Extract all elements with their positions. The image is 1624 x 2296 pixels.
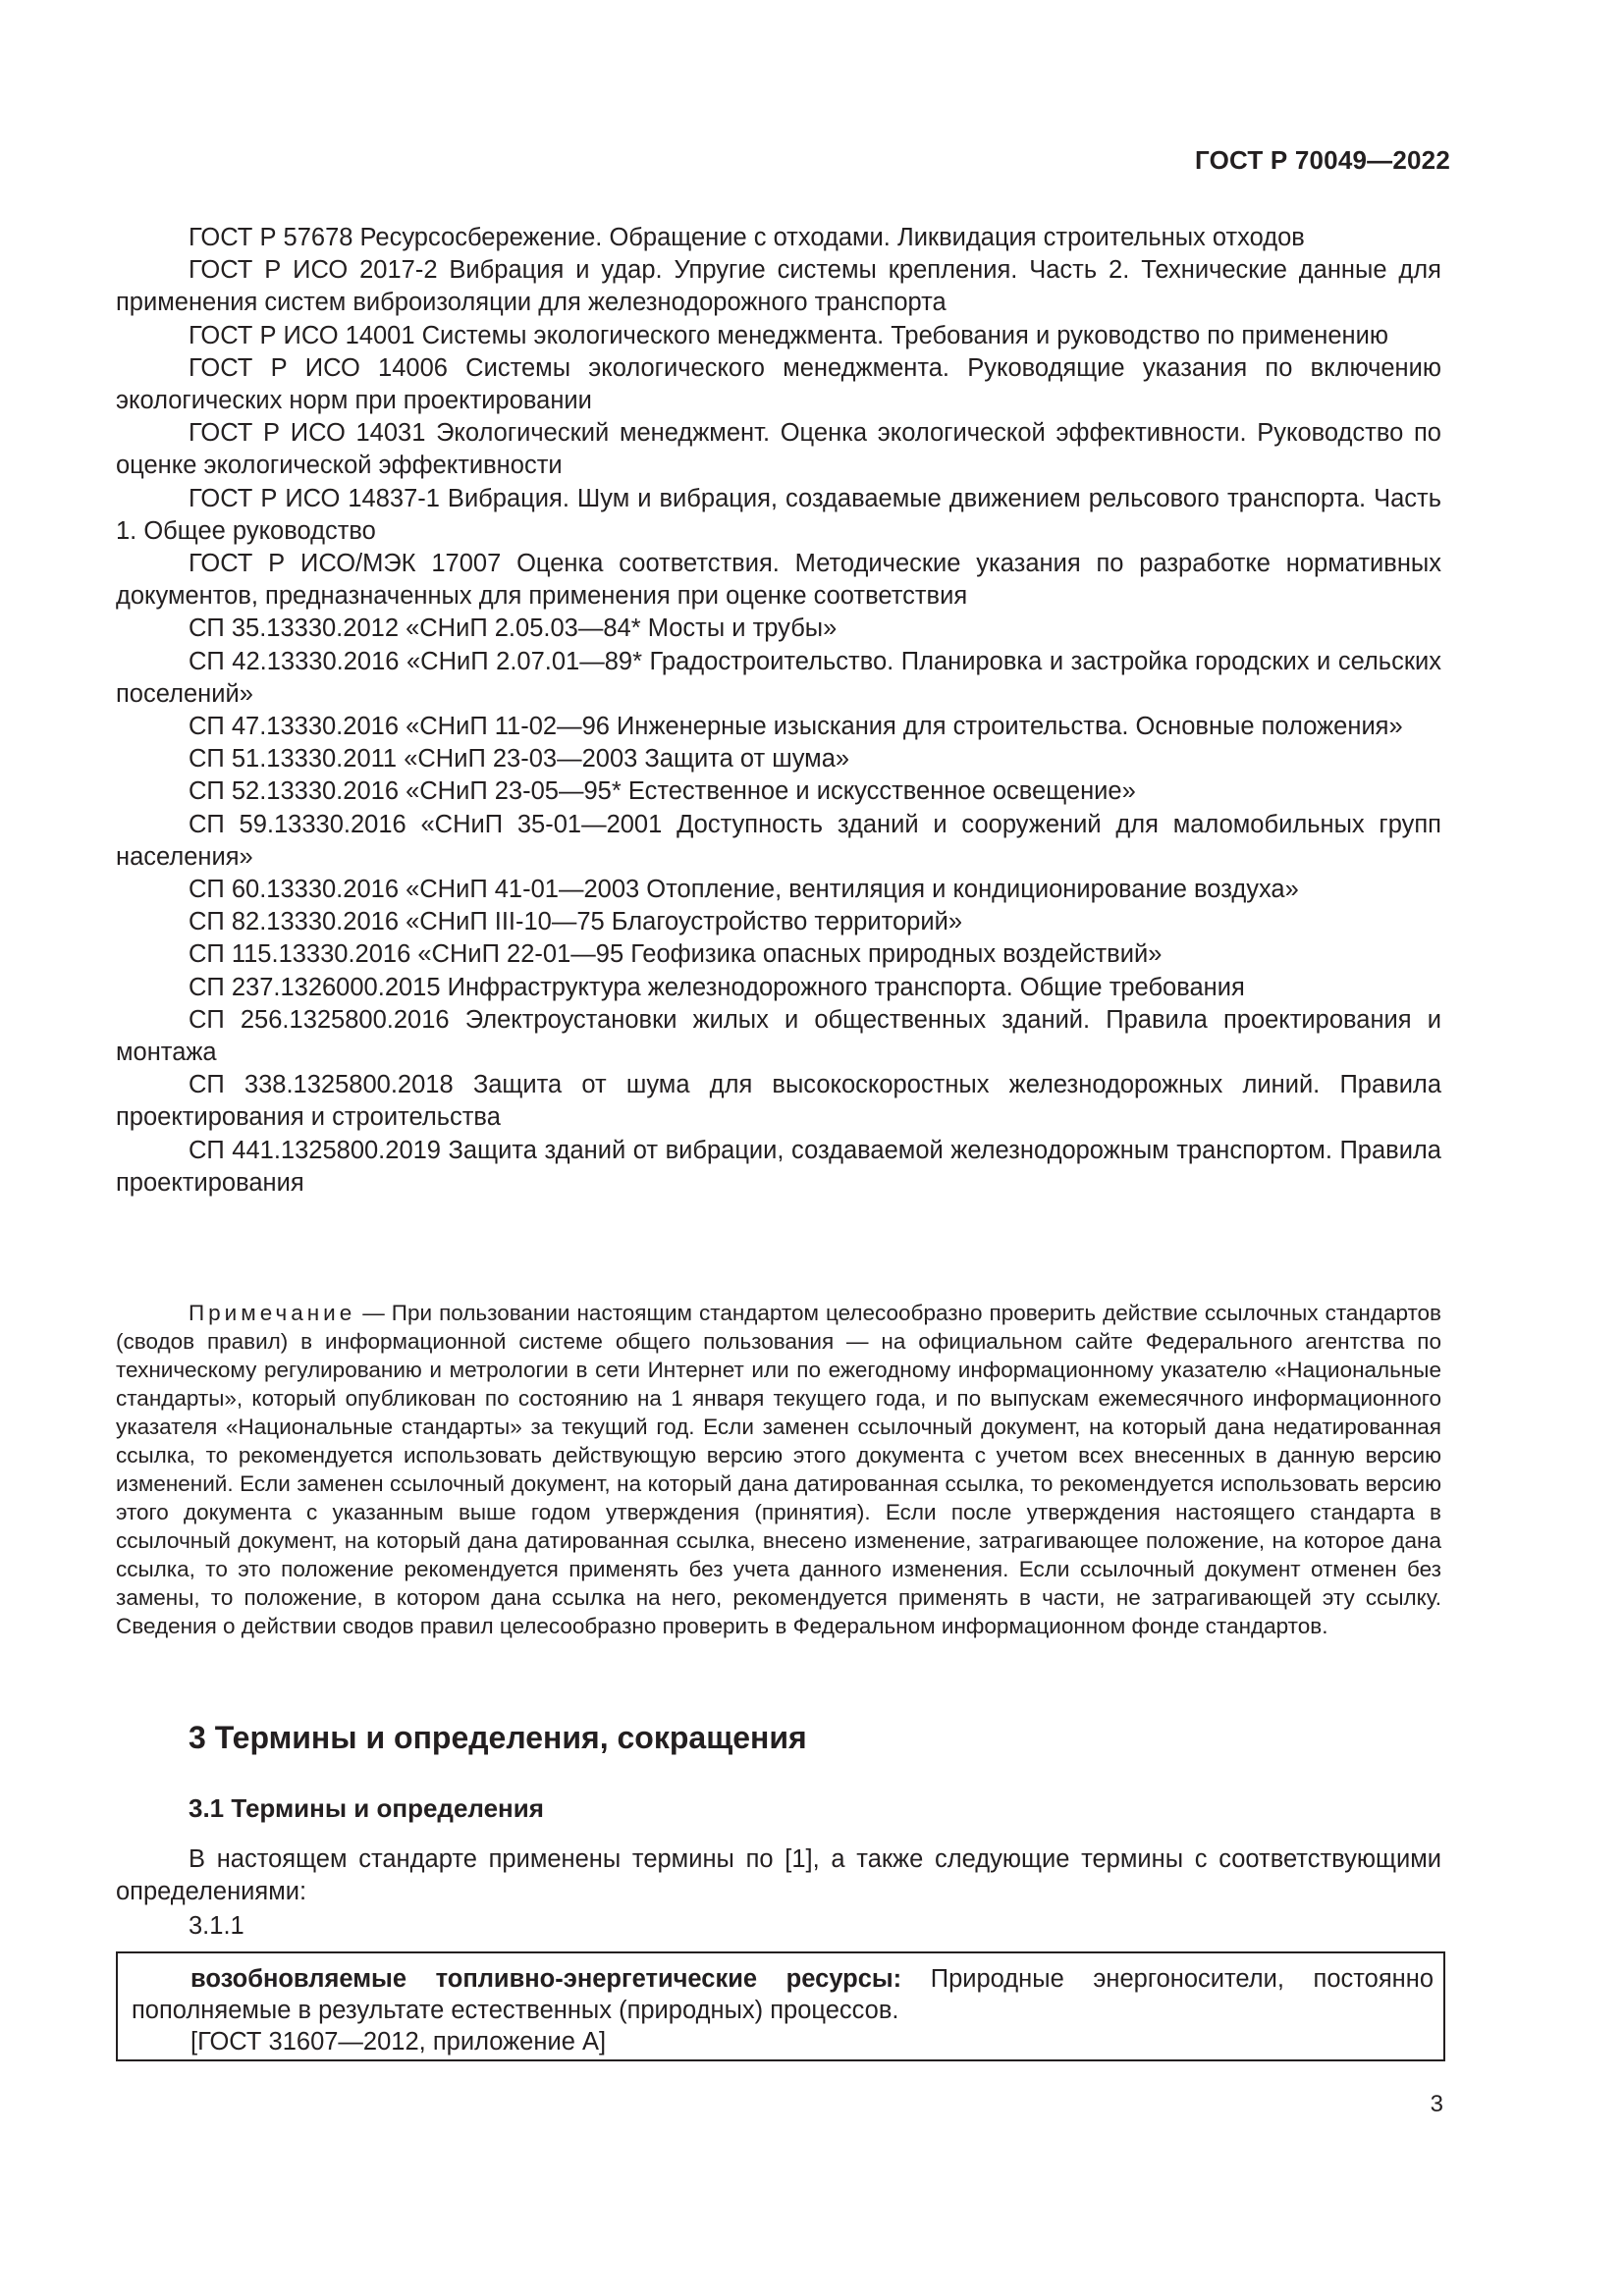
reference-item: СП 42.13330.2016 «СНиП 2.07.01—89* Градостроительство. Планировка и застройка городских и сельских поселений» bbox=[116, 647, 1441, 708]
reference-item: СП 256.1325800.2016 Электроустановки жилых и общественных зданий. Правила проектирования и монтажа bbox=[116, 1005, 1441, 1067]
term-definition-paragraph bbox=[132, 1963, 1434, 2026]
reference-item: СП 52.13330.2016 «СНиП 23-05—95* Естественное и искусственное освещение» bbox=[189, 777, 1136, 806]
note-paragraph bbox=[116, 1299, 1441, 1640]
reference-item: СП 338.1325800.2018 Защита от шума для высокоскоростных железнодорожных линий. Правила проектирования и строительства bbox=[116, 1071, 1441, 1132]
reference-item: СП 237.1326000.2015 Инфраструктура железнодорожного транспорта. Общие требования bbox=[189, 973, 1245, 1001]
reference-item: СП 60.13330.2016 «СНиП 41-01—2003 Отопление, вентиляция и кондиционирование воздуха» bbox=[189, 876, 1299, 904]
document-header: ГОСТ Р 70049—2022 bbox=[1195, 145, 1450, 175]
normative-references-list bbox=[116, 222, 1441, 1200]
reference-item: ГОСТ Р ИСО 14006 Системы экологического менеджмента. Руководящие указания по включению экологических норм при проектировании bbox=[116, 353, 1441, 415]
term-definition-box bbox=[116, 1951, 1445, 2061]
reference-item: СП 115.13330.2016 «СНиП 22-01—95 Геофизика опасных природных воздействий» bbox=[189, 940, 1163, 969]
section-title: 3 Термины и определения, сокращения bbox=[189, 1720, 807, 1755]
reference-item: ГОСТ Р 57678 Ресурсосбережение. Обращение с отходами. Ликвидация строительных отходов bbox=[189, 224, 1305, 251]
reference-item: СП 47.13330.2016 «СНиП 11-02—96 Инженерные изыскания для строительства. Основные положения» bbox=[189, 713, 1403, 741]
reference-item: ГОСТ Р ИСО/МЭК 17007 Оценка соответствия. Методические указания по разработке нормативных документов, предназначенных для применения при оценке соответствия bbox=[116, 550, 1441, 611]
reference-item: ГОСТ Р ИСО 14837-1 Вибрация. Шум и вибрация, создаваемые движением рельсового транспорта. Часть 1. Общее руководство bbox=[116, 484, 1441, 545]
reference-item: СП 82.13330.2016 «СНиП III-10—75 Благоустройство территорий» bbox=[189, 908, 963, 936]
term-definition: Природные энергоносители, постоянно пополняемые в результате естественных (природных) процессов. bbox=[132, 1965, 1434, 2024]
note-label: Примечание bbox=[189, 1301, 356, 1325]
term-number: 3.1.1 bbox=[189, 1912, 244, 1940]
term-source: [ГОСТ 31607—2012, приложение А] bbox=[190, 2028, 607, 2056]
reference-item: ГОСТ Р ИСО 2017-2 Вибрация и удар. Упругие системы крепления. Часть 2. Технические данные для применения систем виброизоляции для железнодорожного транспорта bbox=[116, 256, 1441, 317]
reference-item: СП 59.13330.2016 «СНиП 35-01—2001 Доступность зданий и сооружений для маломобильных групп населения» bbox=[116, 810, 1441, 871]
subsection-title: 3.1 Термины и определения bbox=[189, 1793, 544, 1823]
note-block bbox=[116, 1299, 1441, 1640]
reference-item: СП 35.13330.2012 «СНиП 2.05.03—84* Мосты и трубы» bbox=[189, 614, 838, 643]
page-number: 3 bbox=[1430, 2091, 1443, 2117]
note-text: — При пользовании настоящим стандартом целесообразно проверить действие ссылочных стандартов (сводов правил) в информационной системе общего пользования — на официальном сайте Федерального агентства по техническому регулированию и метрологии в сети Интернет или по ежегодному информационному указателю «Национальные стандарты», который опубликован по состоянию на 1 января текущего года, и по выпускам ежемесячного информационного указателя «Национальные стандарты» за текущий год. Если заменен ссылочный документ, на который дана недатированная ссылка, то рекомендуется использовать действующую версию этого документа с учетом всех внесенных в данную версию изменений. Если заменен ссылочный документ, на который дана датированная ссылка, то рекомендуется использовать версию этого документа с указанным выше годом утверждения (принятия). Если после утверждения настоящего стандарта в ссылочный документ, на который дана датированная ссылка, внесено изменение, затрагивающее положение, на которое дана ссылка, то это положение рекомендуется применять без учета данного изменения. Если ссылочный документ отменен без замены, то положение, в котором дана ссылка на него, рекомендуется применять в части, не затрагивающей эту ссылку. Сведения о действии сводов правил целесообразно проверить в Федеральном информационном фонде стандартов. bbox=[116, 1301, 1441, 1638]
reference-item: ГОСТ Р ИСО 14001 Системы экологического менеджмента. Требования и руководство по применению bbox=[189, 321, 1388, 349]
intro-text: В настоящем стандарте применены термины по [1], а также следующие термины с соответствующими определениями: bbox=[116, 1845, 1441, 1905]
intro-paragraph bbox=[116, 1843, 1441, 1908]
reference-item: ГОСТ Р ИСО 14031 Экологический менеджмент. Оценка экологической эффективности. Руководство по оценке экологической эффективности bbox=[116, 419, 1441, 480]
reference-item: СП 441.1325800.2019 Защита зданий от вибрации, создаваемой железнодорожным транспортом. Правила проектирования bbox=[116, 1136, 1441, 1197]
reference-item: СП 51.13330.2011 «СНиП 23-03—2003 Защита от шума» bbox=[189, 745, 850, 774]
term-name: возобновляемые топливно-энергетические ресурсы: bbox=[190, 1965, 902, 1993]
